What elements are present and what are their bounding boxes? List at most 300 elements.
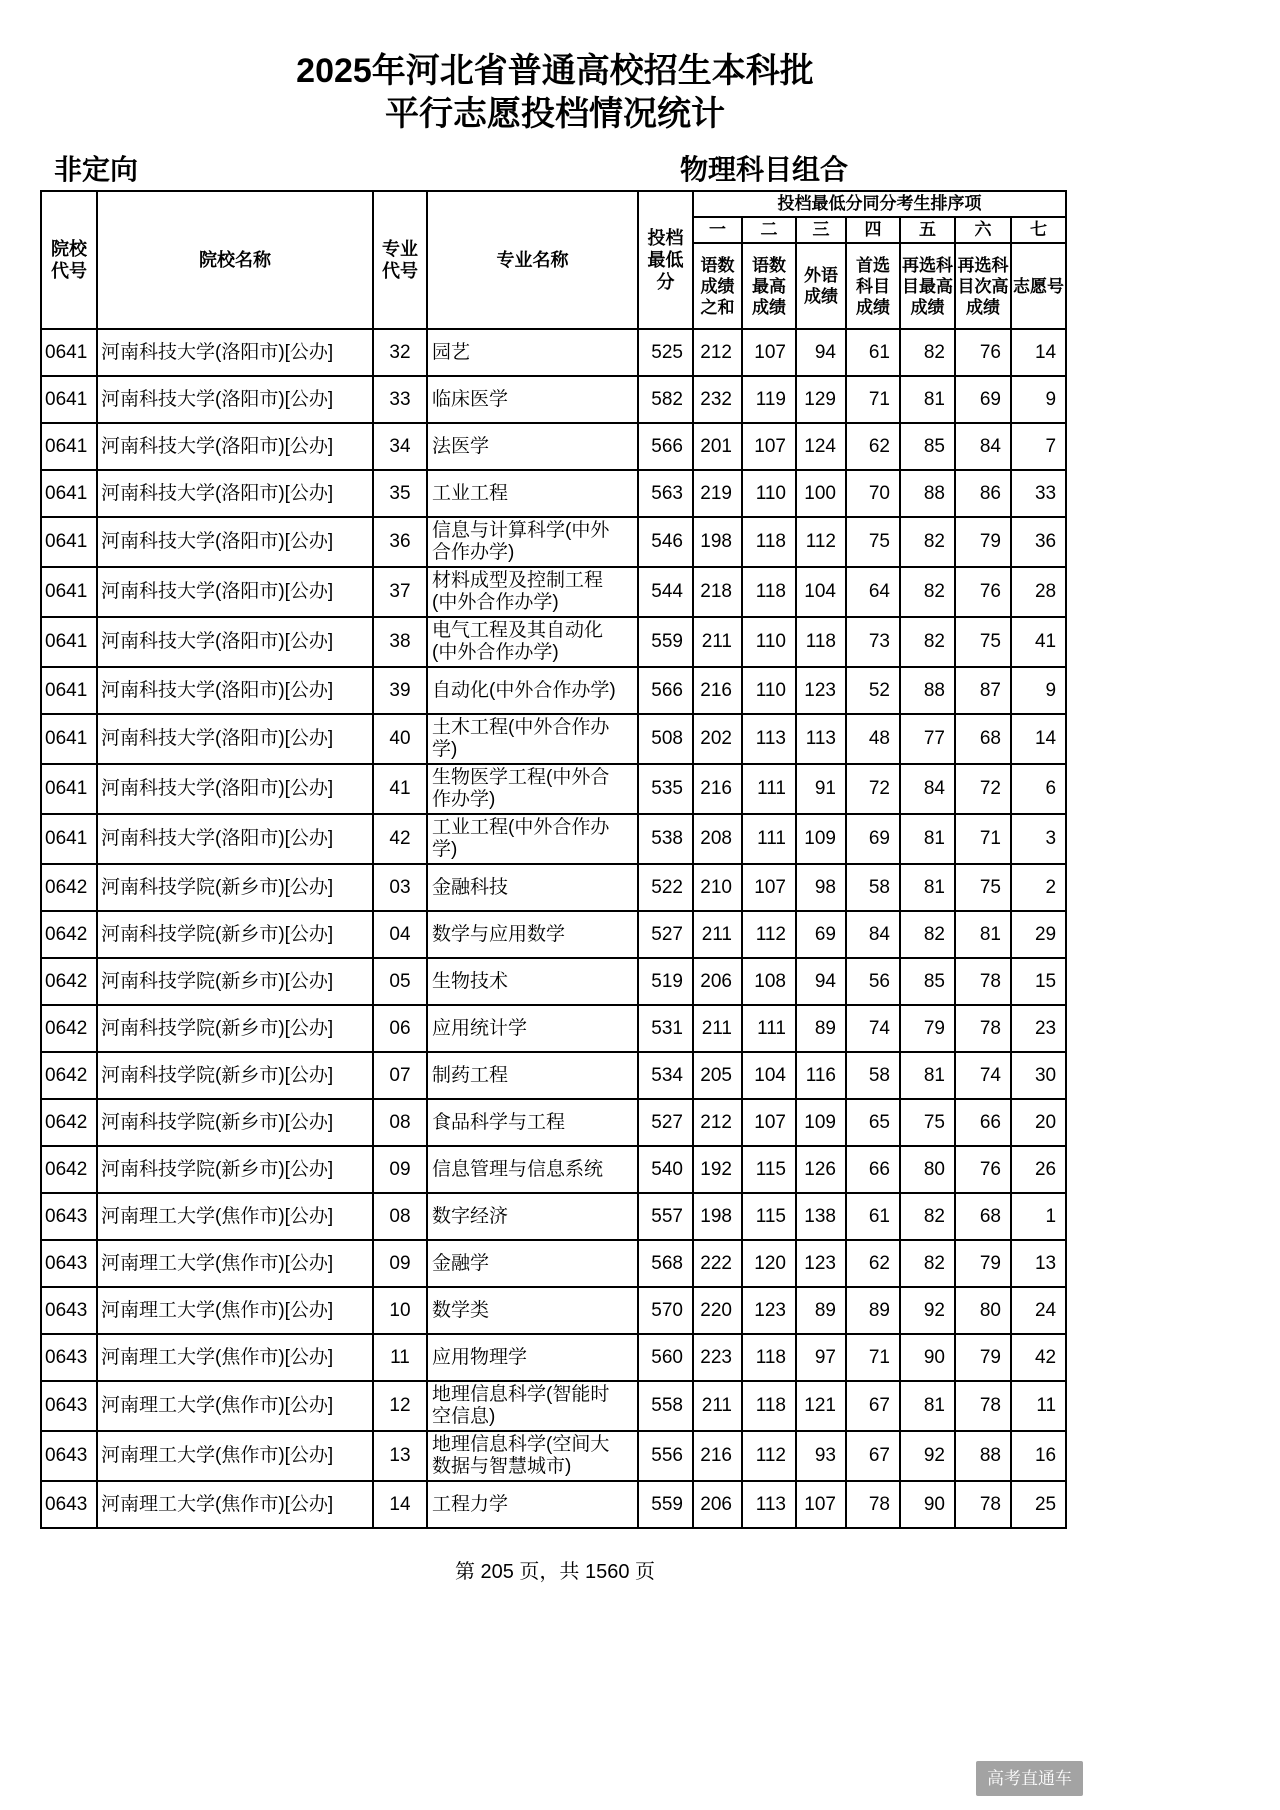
document-page — [40, 0, 1070, 1584]
header-major-code: 专业代号 — [373, 191, 427, 329]
school-code-cell: 0642 — [41, 864, 97, 911]
min-score-cell: 557 — [638, 1193, 693, 1240]
sort-item-2-cell: 118 — [742, 1334, 796, 1381]
major-name-cell: 地理信息科学(智能时空信息) — [427, 1381, 638, 1431]
sort-item-6-cell: 88 — [955, 1431, 1011, 1481]
major-name-cell: 信息与计算科学(中外合作办学) — [427, 517, 638, 567]
school-code-cell: 0643 — [41, 1481, 97, 1528]
major-name-cell: 制药工程 — [427, 1052, 638, 1099]
sort-item-4-cell: 61 — [846, 1193, 900, 1240]
sort-item-7-cell: 13 — [1011, 1240, 1066, 1287]
sort-item-4-cell: 84 — [846, 911, 900, 958]
table-row — [41, 567, 1066, 617]
sort-item-7-cell: 6 — [1011, 764, 1066, 814]
min-score-cell: 582 — [638, 376, 693, 423]
school-name-cell: 河南科技大学(洛阳市)[公办] — [97, 329, 373, 376]
header-sort-num-6: 六 — [955, 217, 1011, 243]
sort-item-6-cell: 71 — [955, 814, 1011, 864]
major-name-cell: 工业工程(中外合作办学) — [427, 814, 638, 864]
sort-item-4-cell: 67 — [846, 1431, 900, 1481]
major-name-cell: 土木工程(中外合作办学) — [427, 714, 638, 764]
sort-item-2-cell: 104 — [742, 1052, 796, 1099]
sort-item-5-cell: 80 — [900, 1146, 955, 1193]
school-code-cell: 0641 — [41, 423, 97, 470]
sort-item-6-cell: 75 — [955, 617, 1011, 667]
major-code-cell: 34 — [373, 423, 427, 470]
sort-item-5-cell: 81 — [900, 814, 955, 864]
sort-item-2-cell: 123 — [742, 1287, 796, 1334]
school-name-cell: 河南科技大学(洛阳市)[公办] — [97, 567, 373, 617]
sort-item-2-cell: 115 — [742, 1146, 796, 1193]
sort-item-2-cell: 107 — [742, 864, 796, 911]
table-row — [41, 764, 1066, 814]
school-code-cell: 0643 — [41, 1287, 97, 1334]
major-name-cell: 工程力学 — [427, 1481, 638, 1528]
sort-item-2-cell: 111 — [742, 764, 796, 814]
major-code-cell: 12 — [373, 1381, 427, 1431]
sort-item-7-cell: 16 — [1011, 1431, 1066, 1481]
major-name-cell: 数学类 — [427, 1287, 638, 1334]
title-line-1: 2025年河北省普通高校招生本科批 — [296, 52, 814, 90]
min-score-cell: 538 — [638, 814, 693, 864]
school-name-cell: 河南科技大学(洛阳市)[公办] — [97, 764, 373, 814]
school-name-cell: 河南科技大学(洛阳市)[公办] — [97, 617, 373, 667]
sort-item-6-cell: 72 — [955, 764, 1011, 814]
sort-item-5-cell: 81 — [900, 376, 955, 423]
major-code-cell: 40 — [373, 714, 427, 764]
sort-item-4-cell: 89 — [846, 1287, 900, 1334]
major-code-cell: 05 — [373, 958, 427, 1005]
sort-item-4-cell: 58 — [846, 1052, 900, 1099]
table-row — [41, 1099, 1066, 1146]
min-score-cell: 544 — [638, 567, 693, 617]
sort-item-2-cell: 118 — [742, 517, 796, 567]
major-code-cell: 07 — [373, 1052, 427, 1099]
major-name-cell: 应用统计学 — [427, 1005, 638, 1052]
sort-item-1-cell: 222 — [693, 1240, 742, 1287]
sort-item-5-cell: 82 — [900, 1240, 955, 1287]
sort-item-4-cell: 71 — [846, 376, 900, 423]
sort-item-7-cell: 36 — [1011, 517, 1066, 567]
school-name-cell: 河南理工大学(焦作市)[公办] — [97, 1240, 373, 1287]
header-sort-label-5: 再选科目最高成绩 — [900, 243, 955, 329]
major-name-cell: 工业工程 — [427, 470, 638, 517]
sort-item-5-cell: 84 — [900, 764, 955, 814]
min-score-cell: 522 — [638, 864, 693, 911]
header-sort-label-3: 外语成绩 — [796, 243, 846, 329]
sort-item-1-cell: 216 — [693, 667, 742, 714]
sort-item-2-cell: 108 — [742, 958, 796, 1005]
sort-item-7-cell: 9 — [1011, 667, 1066, 714]
table-row — [41, 1052, 1066, 1099]
sort-item-1-cell: 216 — [693, 764, 742, 814]
min-score-cell: 540 — [638, 1146, 693, 1193]
header-min-score: 投档最低分 — [638, 191, 693, 329]
table-row — [41, 864, 1066, 911]
table-row — [41, 1481, 1066, 1528]
sort-item-2-cell: 120 — [742, 1240, 796, 1287]
table-row — [41, 1334, 1066, 1381]
sort-item-1-cell: 232 — [693, 376, 742, 423]
major-name-cell: 园艺 — [427, 329, 638, 376]
sort-item-3-cell: 129 — [796, 376, 846, 423]
major-name-cell: 地理信息科学(空间大数据与智慧城市) — [427, 1431, 638, 1481]
sort-item-1-cell: 205 — [693, 1052, 742, 1099]
sort-item-7-cell: 2 — [1011, 864, 1066, 911]
school-code-cell: 0642 — [41, 1052, 97, 1099]
min-score-cell: 559 — [638, 617, 693, 667]
sort-item-5-cell: 85 — [900, 958, 955, 1005]
min-score-cell: 563 — [638, 470, 693, 517]
sort-item-4-cell: 67 — [846, 1381, 900, 1431]
sort-item-3-cell: 100 — [796, 470, 846, 517]
school-code-cell: 0642 — [41, 1005, 97, 1052]
table-row — [41, 1431, 1066, 1481]
school-code-cell: 0641 — [41, 517, 97, 567]
sort-item-5-cell: 79 — [900, 1005, 955, 1052]
header-sort-group-title: 投档最低分同分考生排序项 — [693, 191, 1066, 217]
sort-item-1-cell: 211 — [693, 911, 742, 958]
table-row — [41, 517, 1066, 567]
sort-item-7-cell: 23 — [1011, 1005, 1066, 1052]
sort-item-2-cell: 110 — [742, 470, 796, 517]
sort-item-3-cell: 107 — [796, 1481, 846, 1528]
school-code-cell: 0643 — [41, 1381, 97, 1431]
sort-item-5-cell: 81 — [900, 1381, 955, 1431]
sort-item-7-cell: 15 — [1011, 958, 1066, 1005]
school-code-cell: 0642 — [41, 958, 97, 1005]
header-sort-num-3: 三 — [796, 217, 846, 243]
header-row-1 — [41, 191, 1066, 217]
sort-item-4-cell: 58 — [846, 864, 900, 911]
table-row — [41, 1381, 1066, 1431]
sort-item-1-cell: 202 — [693, 714, 742, 764]
school-name-cell: 河南理工大学(焦作市)[公办] — [97, 1431, 373, 1481]
table-row — [41, 667, 1066, 714]
sort-item-4-cell: 73 — [846, 617, 900, 667]
page-number: 第 205 页，共 1560 页 — [454, 1561, 656, 1583]
sort-item-7-cell: 24 — [1011, 1287, 1066, 1334]
sort-item-4-cell: 48 — [846, 714, 900, 764]
min-score-cell: 535 — [638, 764, 693, 814]
school-name-cell: 河南科技学院(新乡市)[公办] — [97, 1099, 373, 1146]
table-row — [41, 814, 1066, 864]
school-code-cell: 0641 — [41, 714, 97, 764]
table-row — [41, 470, 1066, 517]
sort-item-2-cell: 111 — [742, 1005, 796, 1052]
sort-item-6-cell: 78 — [955, 1381, 1011, 1431]
major-code-cell: 38 — [373, 617, 427, 667]
sort-item-6-cell: 79 — [955, 1334, 1011, 1381]
sort-item-6-cell: 76 — [955, 329, 1011, 376]
sort-item-6-cell: 79 — [955, 1240, 1011, 1287]
sort-item-6-cell: 75 — [955, 864, 1011, 911]
sort-item-3-cell: 94 — [796, 958, 846, 1005]
sort-item-5-cell: 90 — [900, 1481, 955, 1528]
sort-item-2-cell: 112 — [742, 1431, 796, 1481]
school-name-cell: 河南科技学院(新乡市)[公办] — [97, 864, 373, 911]
sort-item-7-cell: 42 — [1011, 1334, 1066, 1381]
sort-item-7-cell: 33 — [1011, 470, 1066, 517]
sort-item-5-cell: 82 — [900, 1193, 955, 1240]
major-name-cell: 应用物理学 — [427, 1334, 638, 1381]
min-score-cell: 546 — [638, 517, 693, 567]
sort-item-2-cell: 107 — [742, 1099, 796, 1146]
major-name-cell: 金融学 — [427, 1240, 638, 1287]
school-name-cell: 河南理工大学(焦作市)[公办] — [97, 1481, 373, 1528]
table-row — [41, 1287, 1066, 1334]
sort-item-6-cell: 76 — [955, 1146, 1011, 1193]
school-name-cell: 河南科技学院(新乡市)[公办] — [97, 1146, 373, 1193]
sort-item-2-cell: 107 — [742, 329, 796, 376]
sort-item-1-cell: 206 — [693, 958, 742, 1005]
sort-item-6-cell: 68 — [955, 1193, 1011, 1240]
major-code-cell: 33 — [373, 376, 427, 423]
header-sort-num-7: 七 — [1011, 217, 1066, 243]
min-score-cell: 559 — [638, 1481, 693, 1528]
sort-item-7-cell: 29 — [1011, 911, 1066, 958]
admission-table — [40, 190, 1067, 1529]
table-row — [41, 1193, 1066, 1240]
major-code-cell: 39 — [373, 667, 427, 714]
sort-item-4-cell: 72 — [846, 764, 900, 814]
sort-item-7-cell: 30 — [1011, 1052, 1066, 1099]
sort-item-5-cell: 82 — [900, 329, 955, 376]
school-code-cell: 0642 — [41, 1146, 97, 1193]
sort-item-4-cell: 78 — [846, 1481, 900, 1528]
sort-item-1-cell: 220 — [693, 1287, 742, 1334]
school-name-cell: 河南科技大学(洛阳市)[公办] — [97, 423, 373, 470]
sort-item-3-cell: 89 — [796, 1005, 846, 1052]
table-row — [41, 1005, 1066, 1052]
major-code-cell: 13 — [373, 1431, 427, 1481]
major-code-cell: 14 — [373, 1481, 427, 1528]
major-code-cell: 08 — [373, 1099, 427, 1146]
major-name-cell: 生物技术 — [427, 958, 638, 1005]
min-score-cell: 531 — [638, 1005, 693, 1052]
sort-item-5-cell: 77 — [900, 714, 955, 764]
min-score-cell: 508 — [638, 714, 693, 764]
sort-item-4-cell: 66 — [846, 1146, 900, 1193]
sort-item-5-cell: 75 — [900, 1099, 955, 1146]
major-code-cell: 41 — [373, 764, 427, 814]
sort-item-6-cell: 78 — [955, 958, 1011, 1005]
major-name-cell: 数学与应用数学 — [427, 911, 638, 958]
sort-item-3-cell: 89 — [796, 1287, 846, 1334]
sort-item-2-cell: 118 — [742, 1381, 796, 1431]
sort-item-5-cell: 82 — [900, 617, 955, 667]
sort-item-1-cell: 211 — [693, 1005, 742, 1052]
sort-item-5-cell: 82 — [900, 517, 955, 567]
sort-item-4-cell: 56 — [846, 958, 900, 1005]
sort-item-2-cell: 112 — [742, 911, 796, 958]
sort-item-5-cell: 82 — [900, 567, 955, 617]
min-score-cell: 566 — [638, 423, 693, 470]
major-code-cell: 08 — [373, 1193, 427, 1240]
sort-item-7-cell: 14 — [1011, 714, 1066, 764]
sort-item-7-cell: 7 — [1011, 423, 1066, 470]
sort-item-7-cell: 41 — [1011, 617, 1066, 667]
major-code-cell: 36 — [373, 517, 427, 567]
sort-item-2-cell: 107 — [742, 423, 796, 470]
header-school-code: 院校代号 — [41, 191, 97, 329]
sort-item-1-cell: 216 — [693, 1431, 742, 1481]
school-name-cell: 河南理工大学(焦作市)[公办] — [97, 1381, 373, 1431]
sort-item-4-cell: 64 — [846, 567, 900, 617]
sort-item-4-cell: 62 — [846, 1240, 900, 1287]
header-school-name: 院校名称 — [97, 191, 373, 329]
school-code-cell: 0641 — [41, 667, 97, 714]
school-name-cell: 河南科技大学(洛阳市)[公办] — [97, 517, 373, 567]
sort-item-7-cell: 14 — [1011, 329, 1066, 376]
min-score-cell: 568 — [638, 1240, 693, 1287]
sort-item-2-cell: 113 — [742, 1481, 796, 1528]
title-line-2: 平行志愿投档情况统计 — [385, 95, 725, 133]
sort-item-5-cell: 88 — [900, 470, 955, 517]
sort-item-4-cell: 52 — [846, 667, 900, 714]
school-name-cell: 河南理工大学(焦作市)[公办] — [97, 1334, 373, 1381]
major-name-cell: 材料成型及控制工程(中外合作办学) — [427, 567, 638, 617]
sort-item-6-cell: 80 — [955, 1287, 1011, 1334]
sort-item-6-cell: 78 — [955, 1005, 1011, 1052]
table-row — [41, 329, 1066, 376]
sort-item-3-cell: 94 — [796, 329, 846, 376]
school-code-cell: 0643 — [41, 1193, 97, 1240]
sort-item-6-cell: 69 — [955, 376, 1011, 423]
school-code-cell: 0641 — [41, 329, 97, 376]
school-name-cell: 河南科技学院(新乡市)[公办] — [97, 1052, 373, 1099]
min-score-cell: 534 — [638, 1052, 693, 1099]
major-code-cell: 35 — [373, 470, 427, 517]
table-row — [41, 958, 1066, 1005]
sort-item-6-cell: 76 — [955, 567, 1011, 617]
table-row — [41, 1240, 1066, 1287]
school-name-cell: 河南科技学院(新乡市)[公办] — [97, 958, 373, 1005]
sort-item-7-cell: 25 — [1011, 1481, 1066, 1528]
school-name-cell: 河南科技大学(洛阳市)[公办] — [97, 667, 373, 714]
major-name-cell: 数字经济 — [427, 1193, 638, 1240]
min-score-cell: 519 — [638, 958, 693, 1005]
sort-item-1-cell: 201 — [693, 423, 742, 470]
major-name-cell: 金融科技 — [427, 864, 638, 911]
sort-item-3-cell: 138 — [796, 1193, 846, 1240]
sort-item-3-cell: 124 — [796, 423, 846, 470]
sort-item-2-cell: 115 — [742, 1193, 796, 1240]
sort-item-5-cell: 90 — [900, 1334, 955, 1381]
sort-item-4-cell: 70 — [846, 470, 900, 517]
watermark-badge: 高考直通车 — [976, 1761, 1083, 1796]
sort-item-6-cell: 87 — [955, 667, 1011, 714]
sort-item-3-cell: 113 — [796, 714, 846, 764]
school-code-cell: 0641 — [41, 376, 97, 423]
table-body — [41, 329, 1066, 1528]
sort-item-1-cell: 219 — [693, 470, 742, 517]
major-code-cell: 32 — [373, 329, 427, 376]
sort-item-1-cell: 211 — [693, 617, 742, 667]
sort-item-7-cell: 26 — [1011, 1146, 1066, 1193]
sort-item-1-cell: 212 — [693, 1099, 742, 1146]
sort-item-5-cell: 81 — [900, 864, 955, 911]
sort-item-2-cell: 113 — [742, 714, 796, 764]
major-name-cell: 法医学 — [427, 423, 638, 470]
sort-item-5-cell: 88 — [900, 667, 955, 714]
major-code-cell: 04 — [373, 911, 427, 958]
major-name-cell: 临床医学 — [427, 376, 638, 423]
sort-item-3-cell: 121 — [796, 1381, 846, 1431]
major-name-cell: 电气工程及其自动化(中外合作办学) — [427, 617, 638, 667]
sort-item-6-cell: 78 — [955, 1481, 1011, 1528]
header-sort-label-2: 语数最高成绩 — [742, 243, 796, 329]
section-row — [40, 146, 1070, 186]
major-code-cell: 09 — [373, 1240, 427, 1287]
school-name-cell: 河南科技大学(洛阳市)[公办] — [97, 470, 373, 517]
major-code-cell: 37 — [373, 567, 427, 617]
sort-item-7-cell: 28 — [1011, 567, 1066, 617]
school-code-cell: 0642 — [41, 911, 97, 958]
school-code-cell: 0641 — [41, 567, 97, 617]
table-row — [41, 714, 1066, 764]
section-label-subject-group: 物理科目组合 — [680, 154, 849, 185]
sort-item-3-cell: 123 — [796, 1240, 846, 1287]
sort-item-7-cell: 20 — [1011, 1099, 1066, 1146]
sort-item-7-cell: 3 — [1011, 814, 1066, 864]
school-name-cell: 河南科技学院(新乡市)[公办] — [97, 1005, 373, 1052]
sort-item-1-cell: 198 — [693, 1193, 742, 1240]
sort-item-2-cell: 110 — [742, 617, 796, 667]
sort-item-3-cell: 109 — [796, 814, 846, 864]
sort-item-6-cell: 66 — [955, 1099, 1011, 1146]
sort-item-4-cell: 69 — [846, 814, 900, 864]
header-sort-label-6: 再选科目次高成绩 — [955, 243, 1011, 329]
header-sort-label-1: 语数成绩之和 — [693, 243, 742, 329]
header-sort-label-7: 志愿号 — [1011, 243, 1066, 329]
table-row — [41, 1146, 1066, 1193]
sort-item-1-cell: 198 — [693, 517, 742, 567]
school-name-cell: 河南科技大学(洛阳市)[公办] — [97, 714, 373, 764]
sort-item-4-cell: 71 — [846, 1334, 900, 1381]
min-score-cell: 556 — [638, 1431, 693, 1481]
school-code-cell: 0643 — [41, 1334, 97, 1381]
sort-item-1-cell: 206 — [693, 1481, 742, 1528]
sort-item-1-cell: 211 — [693, 1381, 742, 1431]
sort-item-3-cell: 112 — [796, 517, 846, 567]
school-name-cell: 河南理工大学(焦作市)[公办] — [97, 1287, 373, 1334]
min-score-cell: 525 — [638, 329, 693, 376]
sort-item-3-cell: 109 — [796, 1099, 846, 1146]
sort-item-6-cell: 86 — [955, 470, 1011, 517]
min-score-cell: 558 — [638, 1381, 693, 1431]
school-code-cell: 0641 — [41, 617, 97, 667]
header-sort-num-5: 五 — [900, 217, 955, 243]
major-code-cell: 42 — [373, 814, 427, 864]
sort-item-7-cell: 9 — [1011, 376, 1066, 423]
sort-item-6-cell: 84 — [955, 423, 1011, 470]
sort-item-4-cell: 62 — [846, 423, 900, 470]
sort-item-3-cell: 97 — [796, 1334, 846, 1381]
sort-item-1-cell: 212 — [693, 329, 742, 376]
school-code-cell: 0641 — [41, 764, 97, 814]
sort-item-5-cell: 92 — [900, 1287, 955, 1334]
header-sort-num-1: 一 — [693, 217, 742, 243]
major-code-cell: 06 — [373, 1005, 427, 1052]
school-name-cell: 河南理工大学(焦作市)[公办] — [97, 1193, 373, 1240]
major-name-cell: 生物医学工程(中外合作办学) — [427, 764, 638, 814]
sort-item-3-cell: 116 — [796, 1052, 846, 1099]
sort-item-5-cell: 81 — [900, 1052, 955, 1099]
major-code-cell: 10 — [373, 1287, 427, 1334]
sort-item-1-cell: 192 — [693, 1146, 742, 1193]
min-score-cell: 570 — [638, 1287, 693, 1334]
